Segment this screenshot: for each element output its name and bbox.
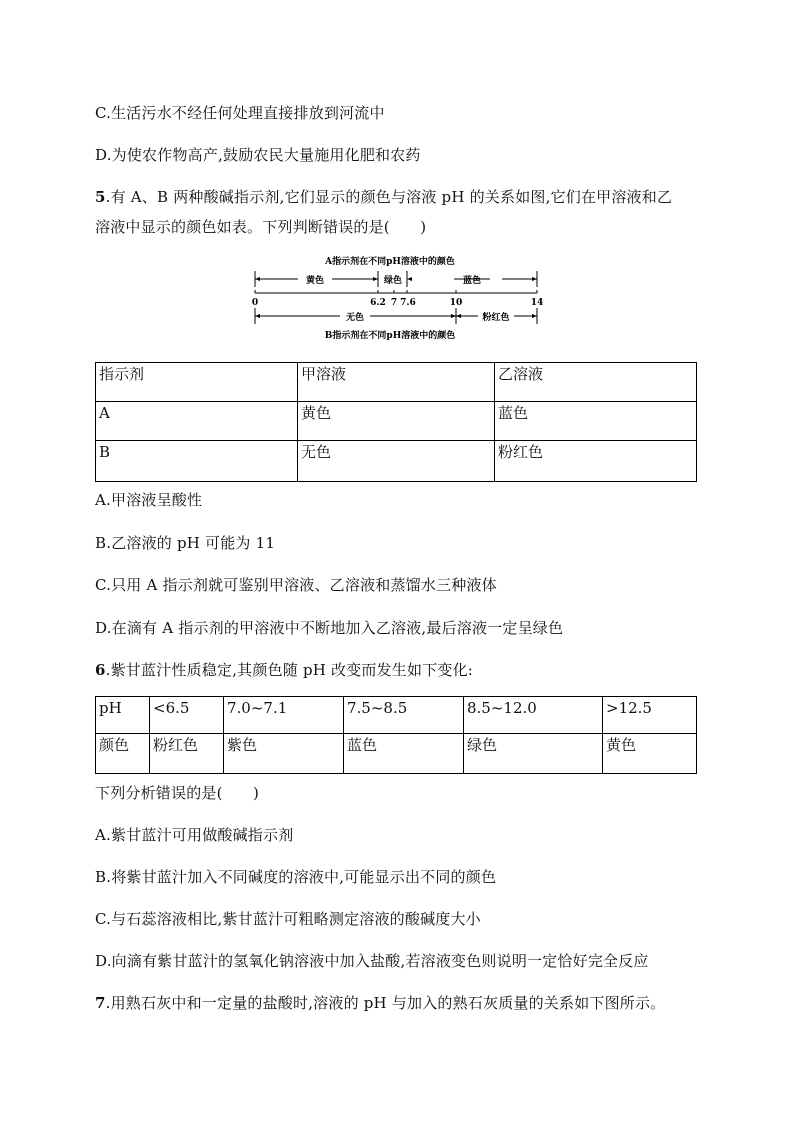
table-cell: 蓝色 (495, 402, 697, 441)
table-cell: >12.5 (603, 697, 697, 734)
q6-stem-text: .紫甘蓝汁性质稳定,其颜色随 pH 改变而发生如下变化: (105, 661, 474, 679)
q6-option-a: A.紫甘蓝汁可用做酸碱指示剂 (95, 826, 294, 844)
q5-option-d: D.在滴有 A 指示剂的甲溶液中不断地加入乙溶液,最后溶液一定呈绿色 (95, 619, 564, 637)
q7-stem-text: .用熟石灰中和一定量的盐酸时,溶液的 pH 与加入的熟石灰质量的关系如下图所示。 (105, 994, 666, 1012)
q5-option-a: A.甲溶液呈酸性 (95, 491, 203, 509)
q5-option-c: C.只用 A 指示剂就可鉴别甲溶液、乙溶液和蒸馏水三种液体 (95, 576, 497, 594)
table-header-cell: 甲溶液 (298, 363, 495, 402)
table-row (96, 441, 697, 482)
table-cell: <6.5 (150, 697, 224, 734)
seg-b-colorless: 无色 (345, 313, 365, 323)
q4-option-d: D.为使农作物高产,鼓励农民大量施用化肥和农药 (95, 146, 421, 164)
diagram-title-a: A指示剂在不同pH溶液中的颜色 (325, 257, 455, 267)
tick-label-0: 0 (251, 298, 259, 308)
table-cell: B (96, 441, 298, 482)
diagram-title-b: B指示剂在不同pH溶液中的颜色 (324, 331, 456, 341)
q5-stem-line1 (95, 186, 672, 207)
table-row (96, 363, 697, 402)
q6-option-d: D.向滴有紫甘蓝汁的氢氧化钠溶液中加入盐酸,若溶液变色则说明一定恰好完全反应 (95, 952, 649, 970)
q4-option-c: C.生活污水不经任何处理直接排放到河流中 (95, 104, 385, 122)
table-cell: 无色 (298, 441, 495, 482)
table-header-cell: 乙溶液 (495, 363, 697, 402)
table-cell: 7.5~8.5 (344, 697, 464, 734)
q6-number: 6 (95, 661, 106, 679)
q7-number: 7 (95, 994, 106, 1012)
seg-b-pink: 粉红色 (482, 313, 510, 323)
table-cell: 紫色 (224, 734, 344, 774)
tick-label-14: 14 (530, 298, 544, 308)
table-cell: 粉红色 (150, 734, 224, 774)
tick-label-10: 10 (449, 298, 463, 308)
tick-label-7: 7 (390, 298, 398, 308)
q5-option-b: B.乙溶液的 pH 可能为 11 (95, 534, 276, 552)
seg-a-green: 绿色 (383, 276, 403, 286)
q5-indicator-table (95, 362, 697, 482)
q6-option-b: B.将紫甘蓝汁加入不同碱度的溶液中,可能显示出不同的颜色 (95, 868, 497, 886)
q5-stem-line2: 溶液中显示的颜色如表。下列判断错误的是( ) (95, 218, 427, 236)
table-cell: 粉红色 (495, 441, 697, 482)
tick-label-6-2: 6.2 (370, 298, 386, 308)
tick-label-7-6: 7.6 (400, 298, 416, 308)
q7-stem (95, 992, 665, 1013)
q5-number: 5 (95, 188, 106, 206)
table-cell: 蓝色 (344, 734, 464, 774)
table-row (96, 402, 697, 441)
q6-prompt: 下列分析错误的是( ) (95, 784, 260, 802)
ph-color-diagram (240, 252, 550, 344)
q6-option-c: C.与石蕊溶液相比,紫甘蓝汁可粗略测定溶液的酸碱度大小 (95, 910, 481, 928)
table-cell: 颜色 (96, 734, 150, 774)
q6-stem (95, 659, 473, 680)
table-cell: 黄色 (603, 734, 697, 774)
table-cell: A (96, 402, 298, 441)
table-cell: 黄色 (298, 402, 495, 441)
seg-a-yellow: 黄色 (305, 276, 325, 286)
table-cell: 绿色 (464, 734, 603, 774)
seg-a-blue: 蓝色 (462, 276, 482, 286)
table-cell: pH (96, 697, 150, 734)
table-row (96, 734, 697, 774)
table-cell: 8.5~12.0 (464, 697, 603, 734)
table-cell: 7.0~7.1 (224, 697, 344, 734)
q5-stem-text: .有 A、B 两种酸碱指示剂,它们显示的颜色与溶液 pH 的关系如图,它们在甲溶液和乙 (105, 188, 673, 206)
table-row (96, 697, 697, 734)
table-header-cell: 指示剂 (96, 363, 298, 402)
q6-ph-color-table (95, 696, 697, 774)
